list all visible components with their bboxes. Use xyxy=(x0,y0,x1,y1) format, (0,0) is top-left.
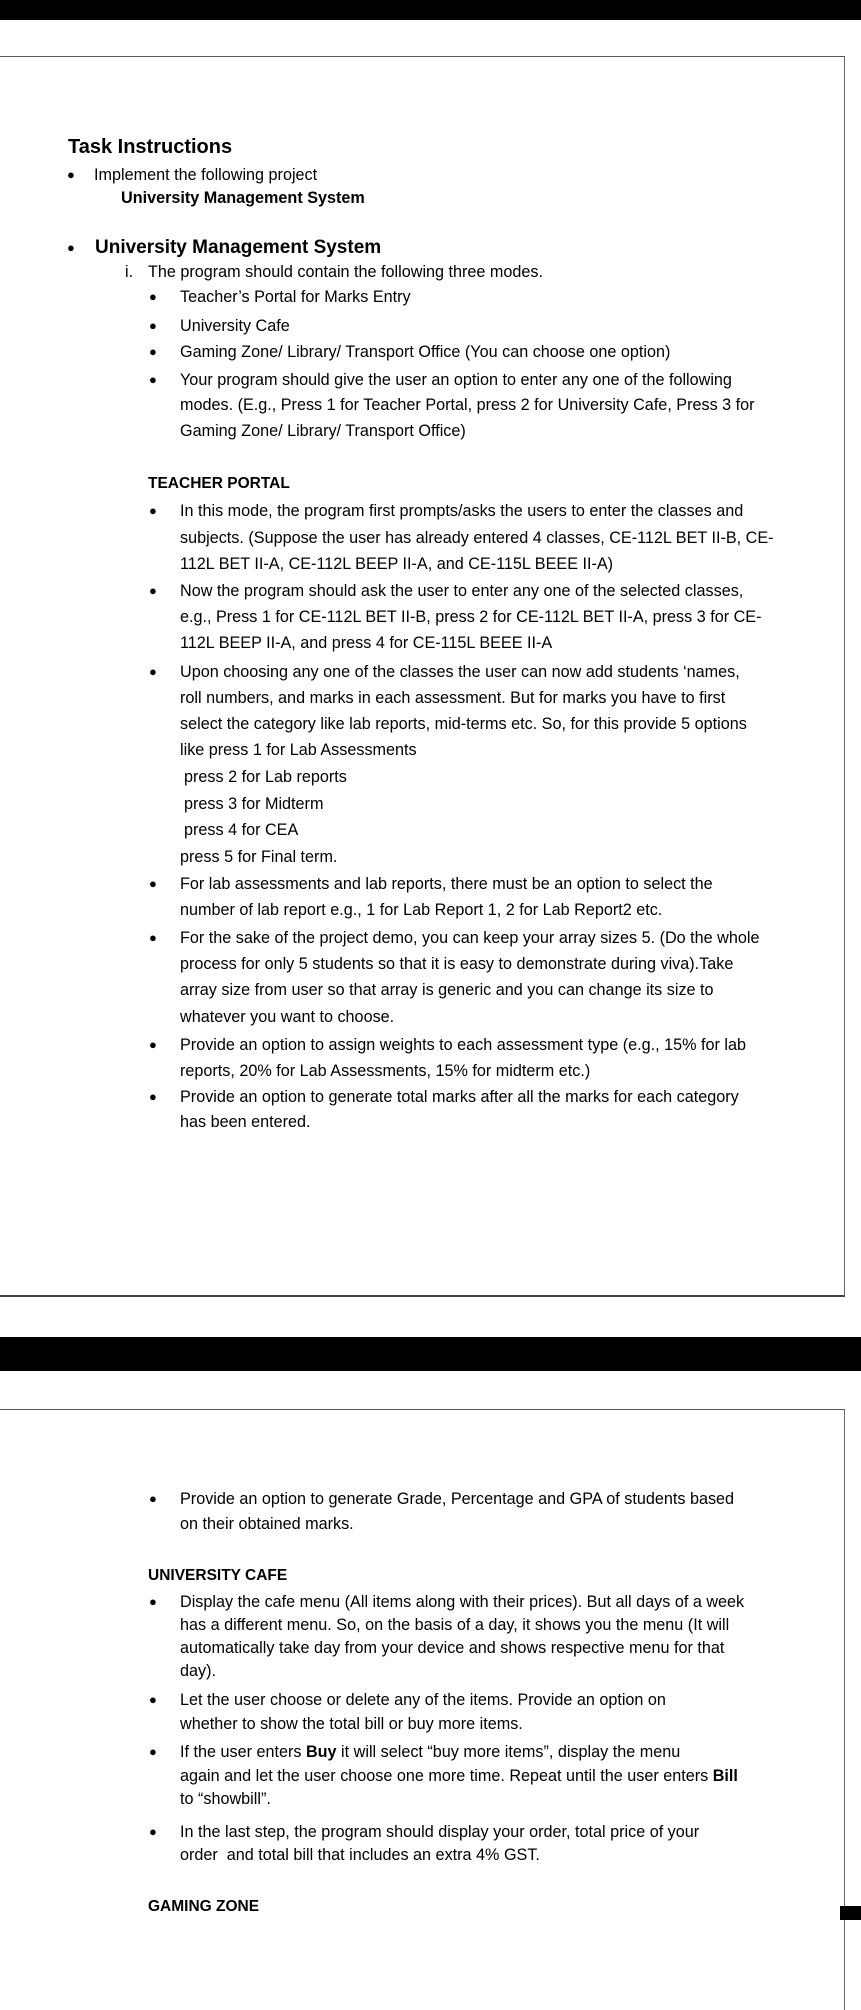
bullet-icon: ● xyxy=(149,344,157,359)
tp-b5-line: For the sake of the project demo, you can keep your array sizes 5. (Do the whole xyxy=(180,929,760,947)
mode-teacher-portal: Teacher’s Portal for Marks Entry xyxy=(180,288,411,306)
cafe-b1-line: day). xyxy=(180,1662,216,1680)
tp-b8-line: Provide an option to generate Grade, Percentage and GPA of students based xyxy=(180,1490,735,1508)
option-line: modes. (E.g., Press 1 for Teacher Portal, press 2 for University Cafe, Press 3 for xyxy=(180,396,755,414)
bullet-icon: ● xyxy=(149,1744,157,1759)
press-option: press 5 for Final term. xyxy=(180,848,338,866)
item-i-text: The program should contain the following three modes. xyxy=(148,263,544,281)
cafe-b2-line: whether to show the total bill or buy more items. xyxy=(180,1715,523,1733)
press-option: press 3 for Midterm xyxy=(184,795,324,813)
option-line: Gaming Zone/ Library/ Transport Office) xyxy=(180,422,466,440)
item-i-marker: i. xyxy=(125,263,134,281)
cafe-b3-pre2: again and let the user choose one more time. Repeat until the user enters xyxy=(180,1767,713,1785)
ums-heading: University Management System xyxy=(95,237,382,258)
bullet-icon: ● xyxy=(149,1089,157,1104)
press-option: press 2 for Lab reports xyxy=(184,768,347,786)
tp-b5-line: process for only 5 students so that it is easy to demonstrate during viva).Take xyxy=(180,955,734,973)
tp-b8-line: on their obtained marks. xyxy=(180,1515,354,1533)
tp-b2-line: Now the program should ask the user to enter any one of the selected classes, xyxy=(180,582,744,600)
bullet-icon: ● xyxy=(149,318,157,333)
tp-b5-line: whatever you want to choose. xyxy=(180,1008,395,1026)
tp-b1-line: 112L BET II-A, CE-112L BEEP II-A, and CE-115L BEEE II-A) xyxy=(180,555,614,573)
cafe-b3-line xyxy=(180,1766,738,1786)
cafe-heading: UNIVERSITY CAFE xyxy=(148,1567,288,1584)
tp-b2-line: e.g., Press 1 for CE-112L BET II-B, press 2 for CE-112L BET II-A, press 3 for CE- xyxy=(180,608,762,626)
cafe-b3-buy: Buy xyxy=(305,1743,337,1761)
bullet-icon: ● xyxy=(149,583,157,598)
tp-b1-line: In this mode, the program first prompts/asks the users to enter the classes and xyxy=(180,502,744,520)
cafe-b4-line: order and total bill that includes an extra 4% GST. xyxy=(180,1846,540,1864)
bullet-icon: ● xyxy=(149,1037,157,1052)
tp-b7-line: Provide an option to generate total marks after all the marks for each category xyxy=(180,1088,739,1106)
tp-b4-line: For lab assessments and lab reports, there must be an option to select the xyxy=(180,875,713,893)
page-separator-bar xyxy=(0,1337,861,1371)
tp-b7-line: has been entered. xyxy=(180,1113,311,1131)
bullet-icon: ● xyxy=(149,1692,157,1707)
tp-b5-line: array size from user so that array is generic and you can change its size to xyxy=(180,981,714,999)
tp-b2-line: 112L BEEP II-A, and press 4 for CE-115L BEEE II-A xyxy=(180,634,553,652)
bottom-corner-mark xyxy=(840,1906,861,1920)
press-option: press 4 for CEA xyxy=(184,821,299,839)
mode-university-cafe: University Cafe xyxy=(180,317,290,335)
cafe-b4-line: In the last step, the program should display your order, total price of your xyxy=(180,1823,700,1841)
bullet-icon: ● xyxy=(149,1594,157,1609)
cafe-b3-line: to “showbill”. xyxy=(180,1790,271,1808)
bullet-icon: ● xyxy=(149,372,157,387)
bullet-icon: ● xyxy=(149,289,157,304)
task-heading: Task Instructions xyxy=(68,136,233,158)
tp-b3-line: like press 1 for Lab Assessments xyxy=(180,741,417,759)
cafe-b3-pre: If the user enters xyxy=(180,1743,306,1761)
bullet-icon: ● xyxy=(67,167,75,182)
tp-b3-line: select the category like lab reports, mid-terms etc. So, for this provide 5 options xyxy=(180,715,747,733)
bullet-icon: ● xyxy=(149,503,157,518)
intro-bullet-text: Implement the following project xyxy=(94,166,318,184)
bullet-icon: ● xyxy=(149,876,157,891)
bullet-icon: ● xyxy=(149,1824,157,1839)
gaming-zone-heading: GAMING ZONE xyxy=(148,1898,260,1915)
cafe-b1-line: Display the cafe menu (All items along with their prices). But all days of a week xyxy=(180,1593,745,1611)
tp-b6-line: reports, 20% for Lab Assessments, 15% for midterm etc.) xyxy=(180,1062,591,1080)
cafe-b3-post: it will select “buy more items”, display the menu xyxy=(336,1743,681,1761)
tp-b3-line: Upon choosing any one of the classes the user can now add students ‘names, xyxy=(180,663,740,681)
cafe-b3-bill: Bill xyxy=(712,1767,738,1785)
tp-b4-line: number of lab report e.g., 1 for Lab Report 1, 2 for Lab Report2 etc. xyxy=(180,901,663,919)
intro-project-name: University Management System xyxy=(121,189,365,207)
teacher-portal-heading: TEACHER PORTAL xyxy=(148,475,290,492)
top-black-bar xyxy=(0,0,861,20)
cafe-b1-line: has a different menu. So, on the basis of a day, it shows you the menu (It will xyxy=(180,1616,730,1634)
mode-gaming-zone: Gaming Zone/ Library/ Transport Office (You can choose one option) xyxy=(180,343,671,361)
option-line: Your program should give the user an option to enter any one of the following xyxy=(180,371,732,389)
bullet-icon: ● xyxy=(149,930,157,945)
bullet-icon: ● xyxy=(149,1491,157,1506)
cafe-b3-line xyxy=(180,1742,680,1762)
tp-b1-line: subjects. (Suppose the user has already entered 4 classes, CE-112L BET II-B, CE- xyxy=(180,529,774,547)
tp-b6-line: Provide an option to assign weights to each assessment type (e.g., 15% for lab xyxy=(180,1036,746,1054)
tp-b3-line: roll numbers, and marks in each assessment. But for marks you have to first xyxy=(180,689,726,707)
cafe-b2-line: Let the user choose or delete any of the items. Provide an option on xyxy=(180,1691,666,1709)
bullet-icon: ● xyxy=(149,664,157,679)
bullet-icon: ● xyxy=(67,240,75,255)
cafe-b1-line: automatically take day from your device and shows respective menu for that xyxy=(180,1639,725,1657)
